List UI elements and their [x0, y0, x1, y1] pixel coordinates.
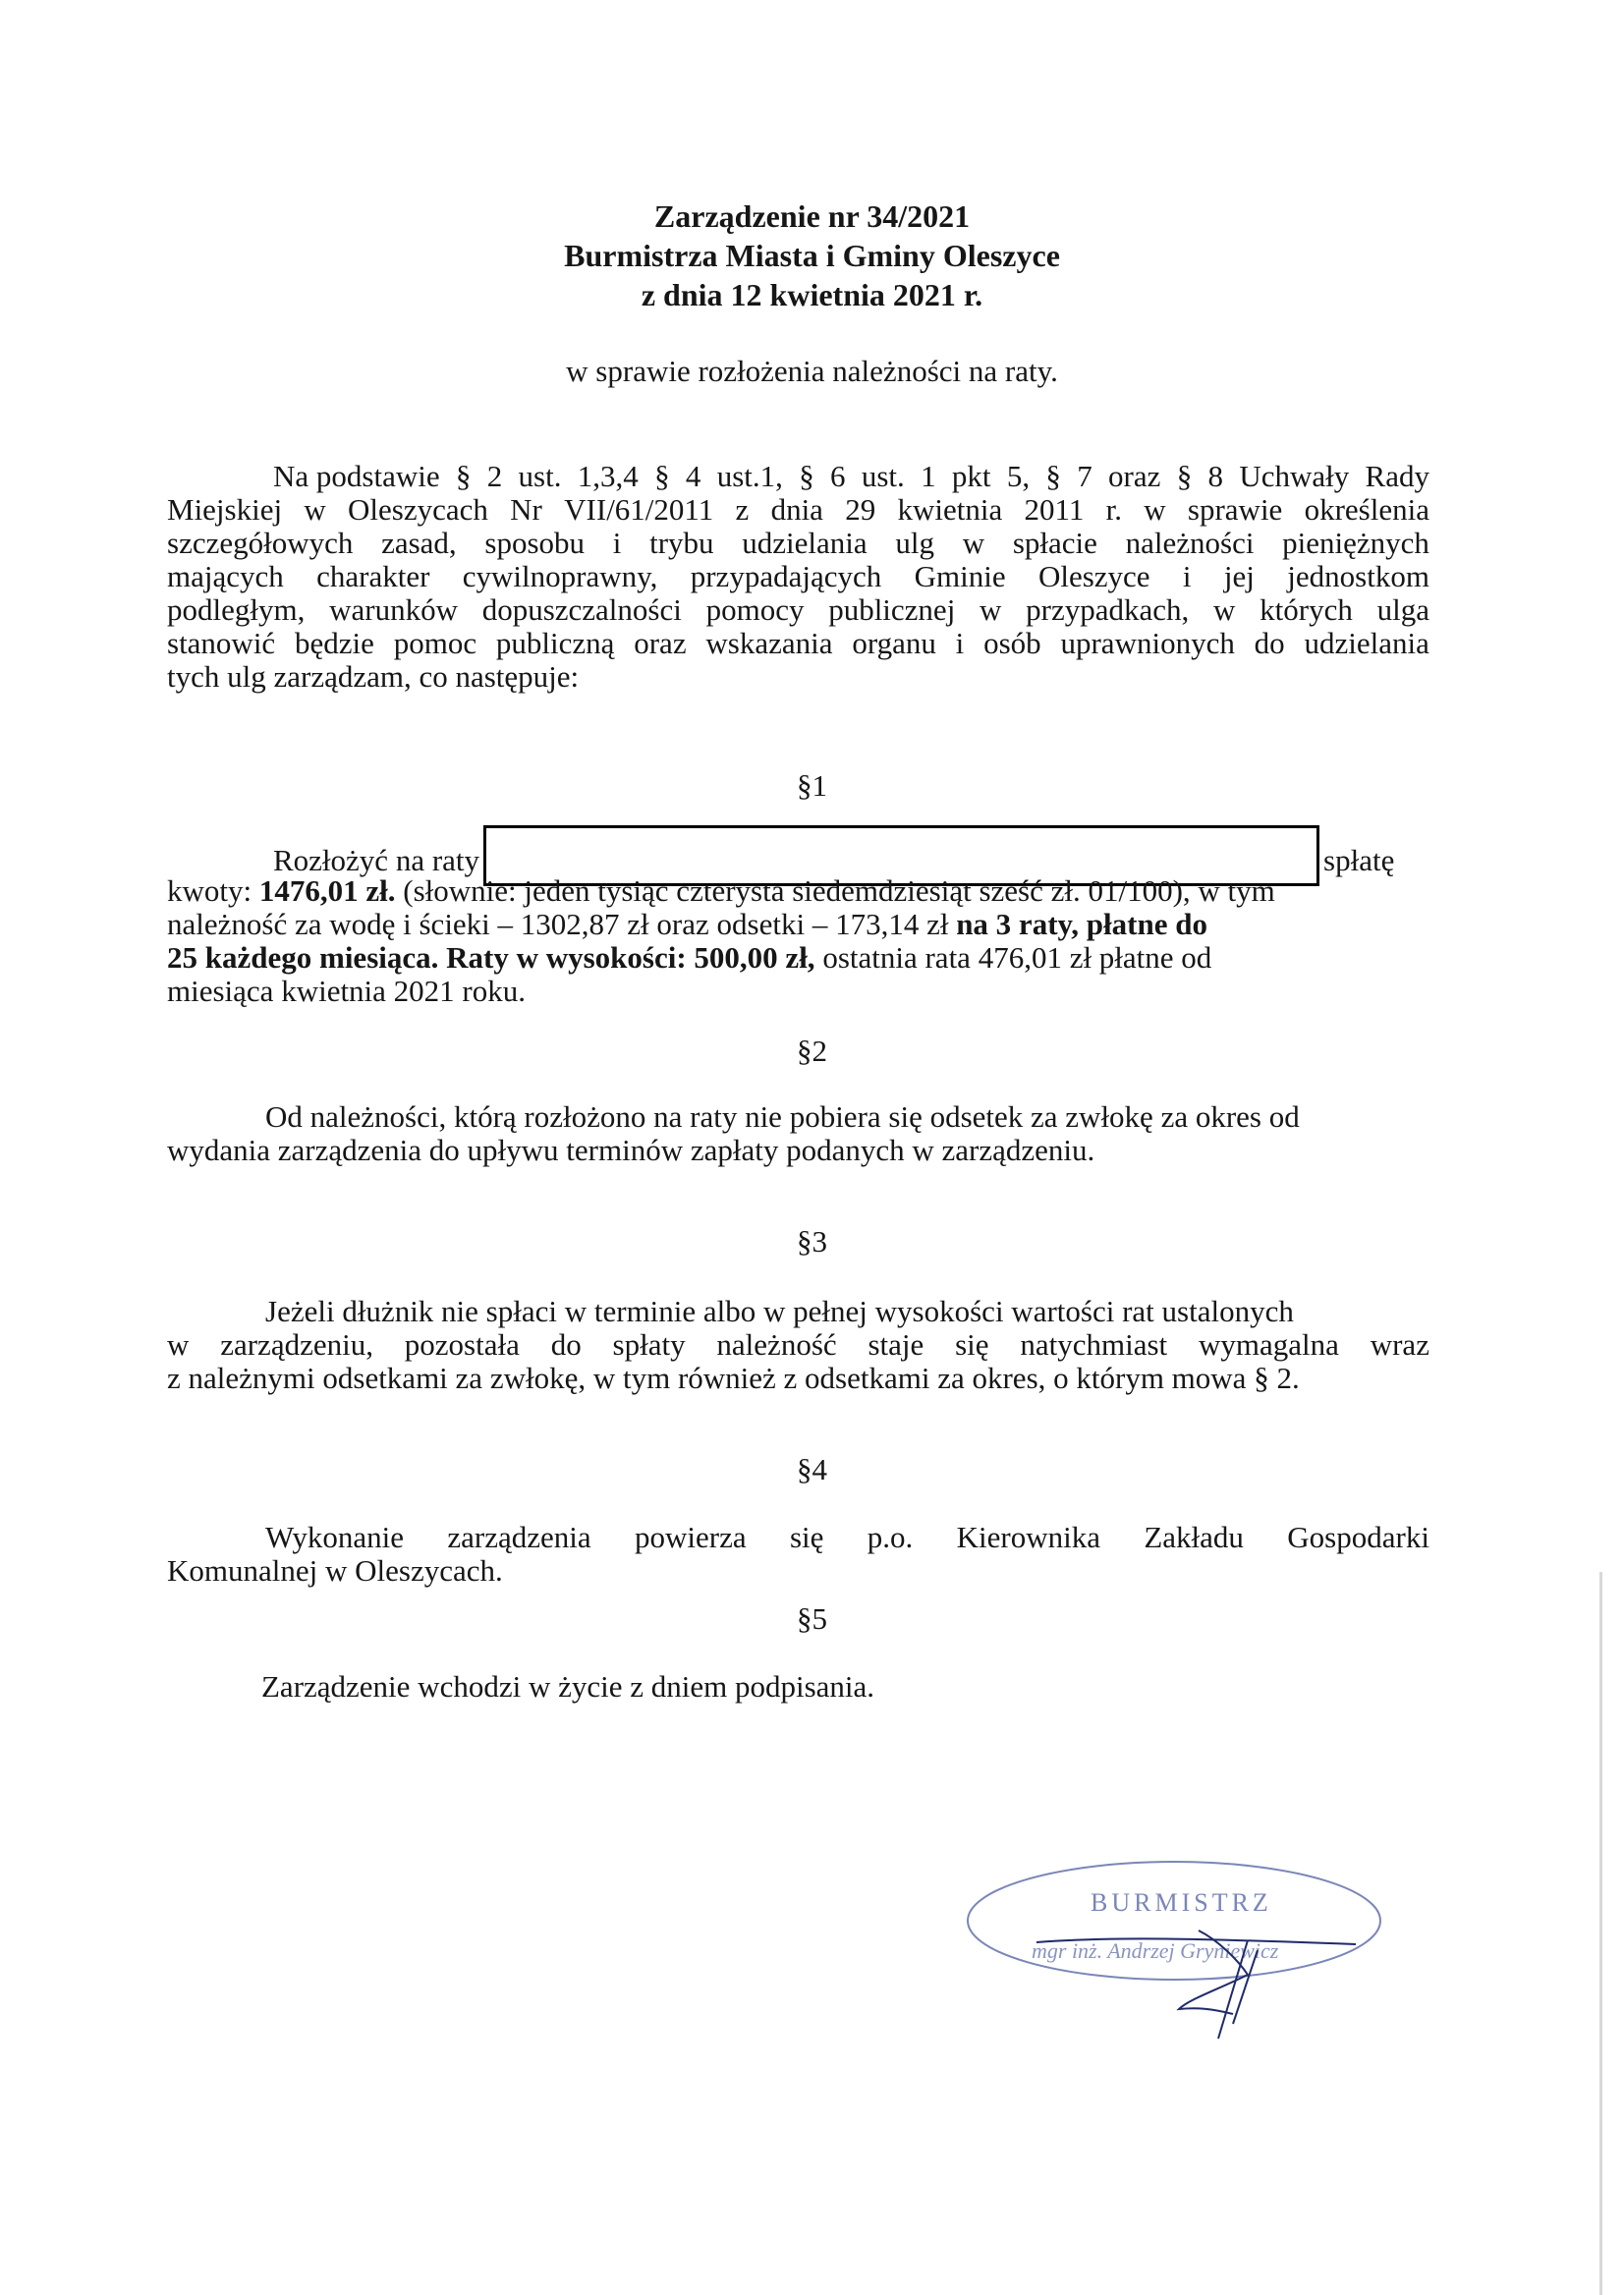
preamble-line-3 — [167, 527, 1429, 560]
word: powierza — [635, 1520, 747, 1554]
section-3-line-1: Jeżeli dłużnik nie spłaci w terminie albo w pełnej wysokości wartości rat ustalonych — [265, 1294, 1294, 1328]
word: których — [1260, 592, 1353, 627]
word: ust.1, — [716, 459, 783, 493]
word: Wykonanie — [265, 1520, 405, 1554]
word: w — [962, 526, 985, 560]
amount-label: kwoty: — [167, 873, 252, 908]
section-1-start: Rozłożyć na raty — [273, 843, 480, 877]
section-1-line-3 — [167, 908, 1429, 941]
word: warunków — [329, 592, 458, 627]
section-2-line-1: Od należności, którą rozłożono na raty nie pobiera się odsetek za zwłokę za okres od — [265, 1099, 1300, 1134]
mayor-stamp-and-signature — [953, 1842, 1405, 2078]
word: 4 — [685, 459, 701, 493]
section-5-mark: §5 — [797, 1601, 827, 1636]
word: ust. — [518, 459, 562, 493]
word: uprawnionych — [1060, 626, 1235, 660]
section-1-line-2 — [167, 874, 1429, 908]
title-line-3: z dnia 12 kwietnia 2021 r. — [641, 277, 983, 312]
title-line-2: Burmistrza Miasta i Gminy Oleszyce — [564, 238, 1060, 273]
word: 29 — [845, 492, 876, 527]
preamble-line-2 — [167, 493, 1429, 527]
section-1-line-5: miesiąca kwietnia 2021 roku. — [167, 974, 527, 1008]
section-2-line-2: wydania zarządzenia do upływu terminów zapłaty podanych w zarządzeniu. — [167, 1133, 1095, 1167]
word: spłaty — [612, 1327, 686, 1362]
word: Zakładu — [1144, 1520, 1244, 1554]
word: sposobu — [484, 526, 586, 560]
section-3-line-3: z należnymi odsetkami za zwłokę, w tym również z odsetkami za okres, o którym mowa § 2. — [167, 1361, 1300, 1395]
section-3-mark: §3 — [797, 1224, 827, 1259]
word: określenia — [1304, 492, 1429, 527]
section-5-paragraph — [167, 1670, 1429, 1704]
word: 2 — [486, 459, 503, 493]
word: do — [1254, 626, 1285, 660]
word: spłacie — [1012, 526, 1097, 560]
word: wskazania — [705, 626, 833, 660]
word: Gospodarki — [1287, 1520, 1429, 1554]
word: jednostkom — [1287, 559, 1429, 593]
word: VII/61/2011 — [564, 492, 714, 527]
word: charakter — [316, 559, 430, 593]
word: § — [1045, 459, 1061, 493]
word: § — [654, 459, 670, 493]
section-3-paragraph — [167, 1295, 1429, 1395]
document-title — [0, 196, 1624, 314]
installments-count: na 3 raty, płatne do — [956, 907, 1207, 941]
word: sprawie — [1187, 492, 1283, 527]
word: należność — [716, 1327, 837, 1362]
word: Kierownika — [956, 1520, 1100, 1554]
word: się — [789, 1520, 824, 1554]
word: z — [735, 492, 750, 527]
word: należności — [1125, 526, 1255, 560]
word: pkt — [951, 459, 991, 493]
word: pieniężnych — [1282, 526, 1429, 560]
section-2-mark: §2 — [797, 1034, 827, 1068]
word: będzie — [295, 626, 374, 660]
stamp-name: mgr inż. Andrzej Gryniewicz — [1032, 1938, 1279, 1963]
word: § — [455, 459, 472, 493]
preamble-line-4 — [167, 560, 1429, 593]
section-4-line-1 — [167, 1521, 1429, 1554]
word: oraz — [1108, 459, 1161, 493]
section-1-line-4 — [167, 941, 1429, 975]
word: i — [1182, 559, 1192, 593]
word: p.o. — [867, 1520, 914, 1554]
word: Nr — [510, 492, 542, 527]
word: zarządzenia — [447, 1520, 591, 1554]
word: Oleszyce — [1037, 559, 1150, 593]
section-3-line-2 — [167, 1328, 1429, 1362]
word: organu — [852, 626, 936, 660]
word: 8 — [1207, 459, 1223, 493]
section-2-paragraph — [167, 1100, 1429, 1167]
word: kwietnia — [897, 492, 1003, 527]
word: zasad, — [381, 526, 457, 560]
title-line-1: Zarządzenie nr 34/2021 — [653, 198, 971, 234]
word: § — [1176, 459, 1193, 493]
section-5-line-1: Zarządzenie wchodzi w życie z dniem podpisania. — [261, 1669, 875, 1704]
word: osób — [983, 626, 1041, 660]
section-4-paragraph — [167, 1521, 1429, 1588]
word: publicznej — [828, 592, 956, 627]
last-installment: ostatnia rata 476,01 zł płatne od — [822, 940, 1212, 975]
word: 6 — [830, 459, 846, 493]
word: trybu — [649, 526, 714, 560]
word: w — [1144, 492, 1166, 527]
word: przypadających — [690, 559, 882, 593]
word: pomocy — [705, 592, 805, 627]
word: w — [980, 592, 1002, 627]
word: wymagalna — [1199, 1327, 1339, 1362]
word: podległym, — [167, 592, 306, 627]
word: mających — [167, 559, 284, 593]
word: 7 — [1077, 459, 1092, 493]
preamble-line-6 — [167, 627, 1429, 660]
preamble-line-5 — [167, 593, 1429, 627]
installment-amount: 25 każdego miesiąca. Raty w wysokości: 500,00 zł, — [167, 940, 815, 975]
word: do — [550, 1327, 582, 1362]
word: 2011 — [1024, 492, 1085, 527]
amount-value: 1476,01 zł. — [258, 873, 396, 908]
word: ust. — [861, 459, 905, 493]
section-4-mark: §4 — [797, 1452, 827, 1486]
word: udzielania — [742, 526, 868, 560]
word: ulga — [1376, 592, 1429, 627]
word: udzielania — [1304, 626, 1429, 660]
word: staje — [868, 1327, 924, 1362]
word: Oleszycach — [348, 492, 488, 527]
word: Gminie — [914, 559, 1006, 593]
section-1-mark: §1 — [797, 768, 827, 803]
word: stanowić — [167, 626, 276, 660]
word: 1 — [921, 459, 936, 493]
word: publiczną — [495, 626, 615, 660]
word: w — [167, 1327, 190, 1362]
section-4-line-2: Komunalnej w Oleszycach. — [167, 1553, 503, 1588]
word: ulg — [895, 526, 934, 560]
section-1-end: spłatę — [1323, 843, 1395, 877]
word: cywilnoprawny, — [462, 559, 658, 593]
word: dnia — [770, 492, 823, 527]
preamble-paragraph — [167, 460, 1429, 694]
word: i — [955, 626, 965, 660]
word: Rady — [1365, 459, 1429, 493]
document-subject: w sprawie rozłożenia należności na raty. — [566, 354, 1058, 388]
preamble-line-1 — [167, 460, 1429, 493]
word: zarządzeniu, — [220, 1327, 373, 1362]
word: pozostała — [404, 1327, 520, 1362]
word: 1,3,4 — [577, 459, 639, 493]
word: i — [612, 526, 622, 560]
word: oraz — [634, 626, 687, 660]
word: Na podstawie — [273, 459, 440, 493]
stamp-title: BURMISTRZ — [1091, 1888, 1272, 1917]
amount-breakdown: należność za wodę i ścieki – 1302,87 zł oraz odsetki – 173,14 zł — [167, 907, 949, 941]
word: dopuszczalności — [481, 592, 682, 627]
section-1-paragraph — [167, 825, 1429, 1008]
word: jej — [1223, 559, 1255, 593]
word: natychmiast — [1020, 1327, 1168, 1362]
word: przypadkach, — [1026, 592, 1190, 627]
section-1-line-1 — [167, 825, 1429, 877]
word: 5, — [1006, 459, 1031, 493]
amount-in-words: (słownie: jeden tysiąc czterysta siedemdziesiąt sześć zł. 01/100), w tym — [403, 873, 1275, 908]
word: Uchwały — [1239, 459, 1350, 493]
word: wraz — [1370, 1327, 1429, 1362]
word: w — [1213, 592, 1236, 627]
word: w — [304, 492, 326, 527]
word: pomoc — [393, 626, 477, 660]
word: r. — [1105, 492, 1122, 527]
word: się — [955, 1327, 989, 1362]
preamble-line-7: tych ulg zarządzam, co następuje: — [167, 659, 580, 694]
scan-edge-line — [1599, 1572, 1602, 2295]
word: szczegółowych — [167, 526, 354, 560]
word: Miejskiej — [167, 492, 283, 527]
word: § — [799, 459, 814, 493]
